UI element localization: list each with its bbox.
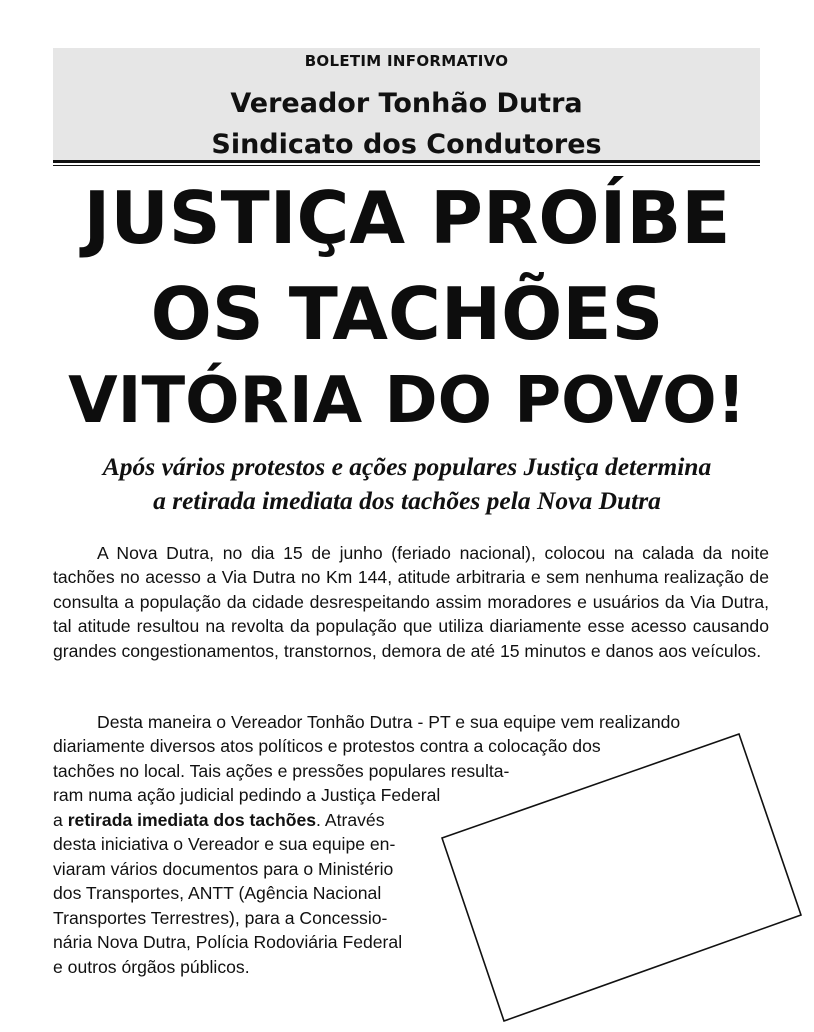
masthead-union [53,129,760,161]
line5-prefix: a [53,810,68,830]
bulletin-kicker: BOLETIM INFORMATIVO [304,52,509,70]
article-paragraph-2-line-11: e outros órgãos públicos. [53,957,250,977]
masthead-councilman: Vereador Tonhão Dutra [230,88,583,119]
article-paragraph-2-line-10: nária Nova Dutra, Polícia Rodoviária Federal [53,932,403,952]
article-paragraph-1: A Nova Dutra, no dia 15 de junho (feriado nacional), colocou na calada da noite tachões no acesso a Via Dutra no Km 144, atitude arbitraria e sem nenhuma realização de consulta a população da cidade desrespeitando assim moradores e usuários da Via Dutra, tal atitude resultou na revolta da população que utiliza diariamente esse acesso causando grandes congestionamentos, transtornos, demora de até 15 minutos e danos aos veículos. [53,543,769,661]
article-paragraph-2-line-2: diariamente diversos atos políticos e protestos contra a colocação dos [53,736,601,756]
masthead [53,48,760,160]
line5-bold-phrase: retirada imediata dos tachões [67,810,317,830]
tilted-photo-border [442,734,801,1021]
subheadline-line-1: Após vários protestos e ações populares Justiça determina [102,452,712,481]
line5-suffix: . Através [316,810,385,830]
article-paragraph-2-line-8: dos Transportes, ANTT (Agência Nacional [53,883,382,903]
article-paragraph-2-line-5 [53,808,385,832]
article-paragraph-2-line-7: viaram vários documentos para o Ministério [53,859,394,879]
article-paragraph-2-line-1: Desta maneira o Vereador Tonhão Dutra - PT e sua equipe vem realizando [97,712,681,732]
headline-line-3: VITÓRIA DO POVO! [68,364,746,438]
article-paragraph-2-line-3: tachões no local. Tais ações e pressões populares resulta- [53,761,510,781]
masthead-rule-thin [53,165,760,166]
article-paragraph-2-line-4: ram numa ação judicial pedindo a Justiça Federal [53,785,441,805]
photo-placeholder-frame [441,733,802,1023]
subheadline-line-2: a retirada imediata dos tachões pela Nova Dutra [153,486,661,515]
article-paragraph-2-line-9: Transportes Terrestres), para a Concessio- [53,908,388,928]
headline-line-2: OS TACHÕES [150,272,664,356]
article-paragraph-2-line-6: desta iniciativa o Vereador e sua equipe en- [53,834,396,854]
masthead-rule-thick [53,160,760,163]
subheadline [40,450,774,518]
masthead-union-text: Sindicato dos Condutores [211,129,602,160]
headline-line-1: JUSTIÇA PROÍBE [83,176,731,260]
